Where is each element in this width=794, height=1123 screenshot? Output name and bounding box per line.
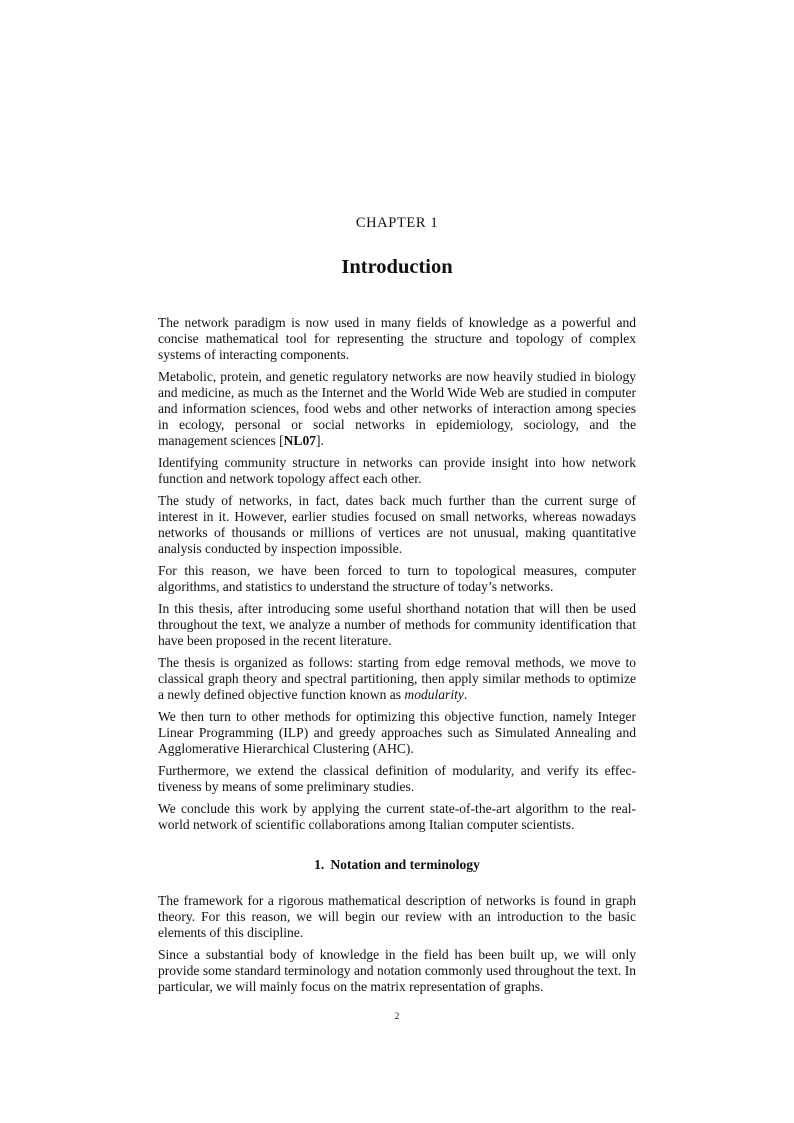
paragraph: We conclude this work by applying the current state-of-the-art algorithm to the real-world network of scientific collaborations among Italian computer scientists.: [158, 801, 636, 832]
page-number: 2: [394, 1012, 400, 1022]
paragraph: For this reason, we have been forced to turn to topological measures, computer algorithms, and statistics to understand the structure of today’s networks.: [158, 563, 636, 594]
paragraph: The study of networks, in fact, dates back much further than the current surge of interest in it. However, earlier studies focused on small networks, whereas nowadays networks of thousands or millions of vertices are not unusual, making quantitative analysis conducted by inspection impossible.: [158, 493, 636, 556]
paragraph-text: ].: [316, 433, 324, 448]
paragraph-text: .: [463, 687, 468, 702]
citation: NL07: [283, 433, 317, 448]
body-text: [158, 315, 636, 1001]
paragraph: [158, 369, 636, 449]
chapter-label: CHAPTER 1: [355, 215, 439, 231]
paragraph-text: The thesis is organized as follows: starting from edge removal methods, we move to classical graph theory and spectral partitioning, then apply similar methods to optimize a newly defined objective function known as: [158, 655, 636, 702]
paragraph: The framework for a rigorous mathematical description of networks is found in graph theory. For this reason, we will begin our review with an introduction to the basic elements of this discipline.: [158, 893, 636, 940]
paragraph: Furthermore, we extend the classical definition of modularity, and verify its effectiveness by means of some preliminary studies.: [158, 763, 636, 794]
section-heading: [158, 857, 636, 873]
paragraph-text: Metabolic, protein, and genetic regulatory networks are now heavily studied in biology and medicine, as much as the Internet and the World Wide Web are studied in computer and information sciences, food webs and other networks of interaction among species in ecology, personal or social networks in epidemiology, sociology, and the management sciences [: [158, 369, 636, 448]
section-title: Notation and terminology: [330, 857, 480, 872]
paragraph: [158, 655, 636, 703]
section-number: 1.: [314, 857, 325, 872]
paragraph: In this thesis, after introducing some useful shorthand notation that will then be used throughout the text, we analyze a number of methods for community identification that have been proposed in the recent literature.: [158, 601, 636, 648]
emphasis: modularity: [404, 687, 464, 702]
paragraph: Identifying community structure in networks can provide insight into how network function and network topology affect each other.: [158, 455, 636, 486]
chapter-title: Introduction: [341, 256, 453, 278]
paragraph: Since a substantial body of knowledge in the field has been built up, we will only provide some standard terminology and notation commonly used throughout the text. In particular, we will mainly focus on the matrix representation of graphs.: [158, 947, 636, 994]
paragraph: We then turn to other methods for optimizing this objective function, namely Integer Linear Programming (ILP) and greedy approaches such as Simulated Annealing and Agglomerative Hierarchical Clustering (AHC).: [158, 709, 636, 756]
paragraph: The network paradigm is now used in many fields of knowledge as a powerful and concise mathematical tool for representing the structure and topology of complex systems of interacting components.: [158, 315, 636, 362]
